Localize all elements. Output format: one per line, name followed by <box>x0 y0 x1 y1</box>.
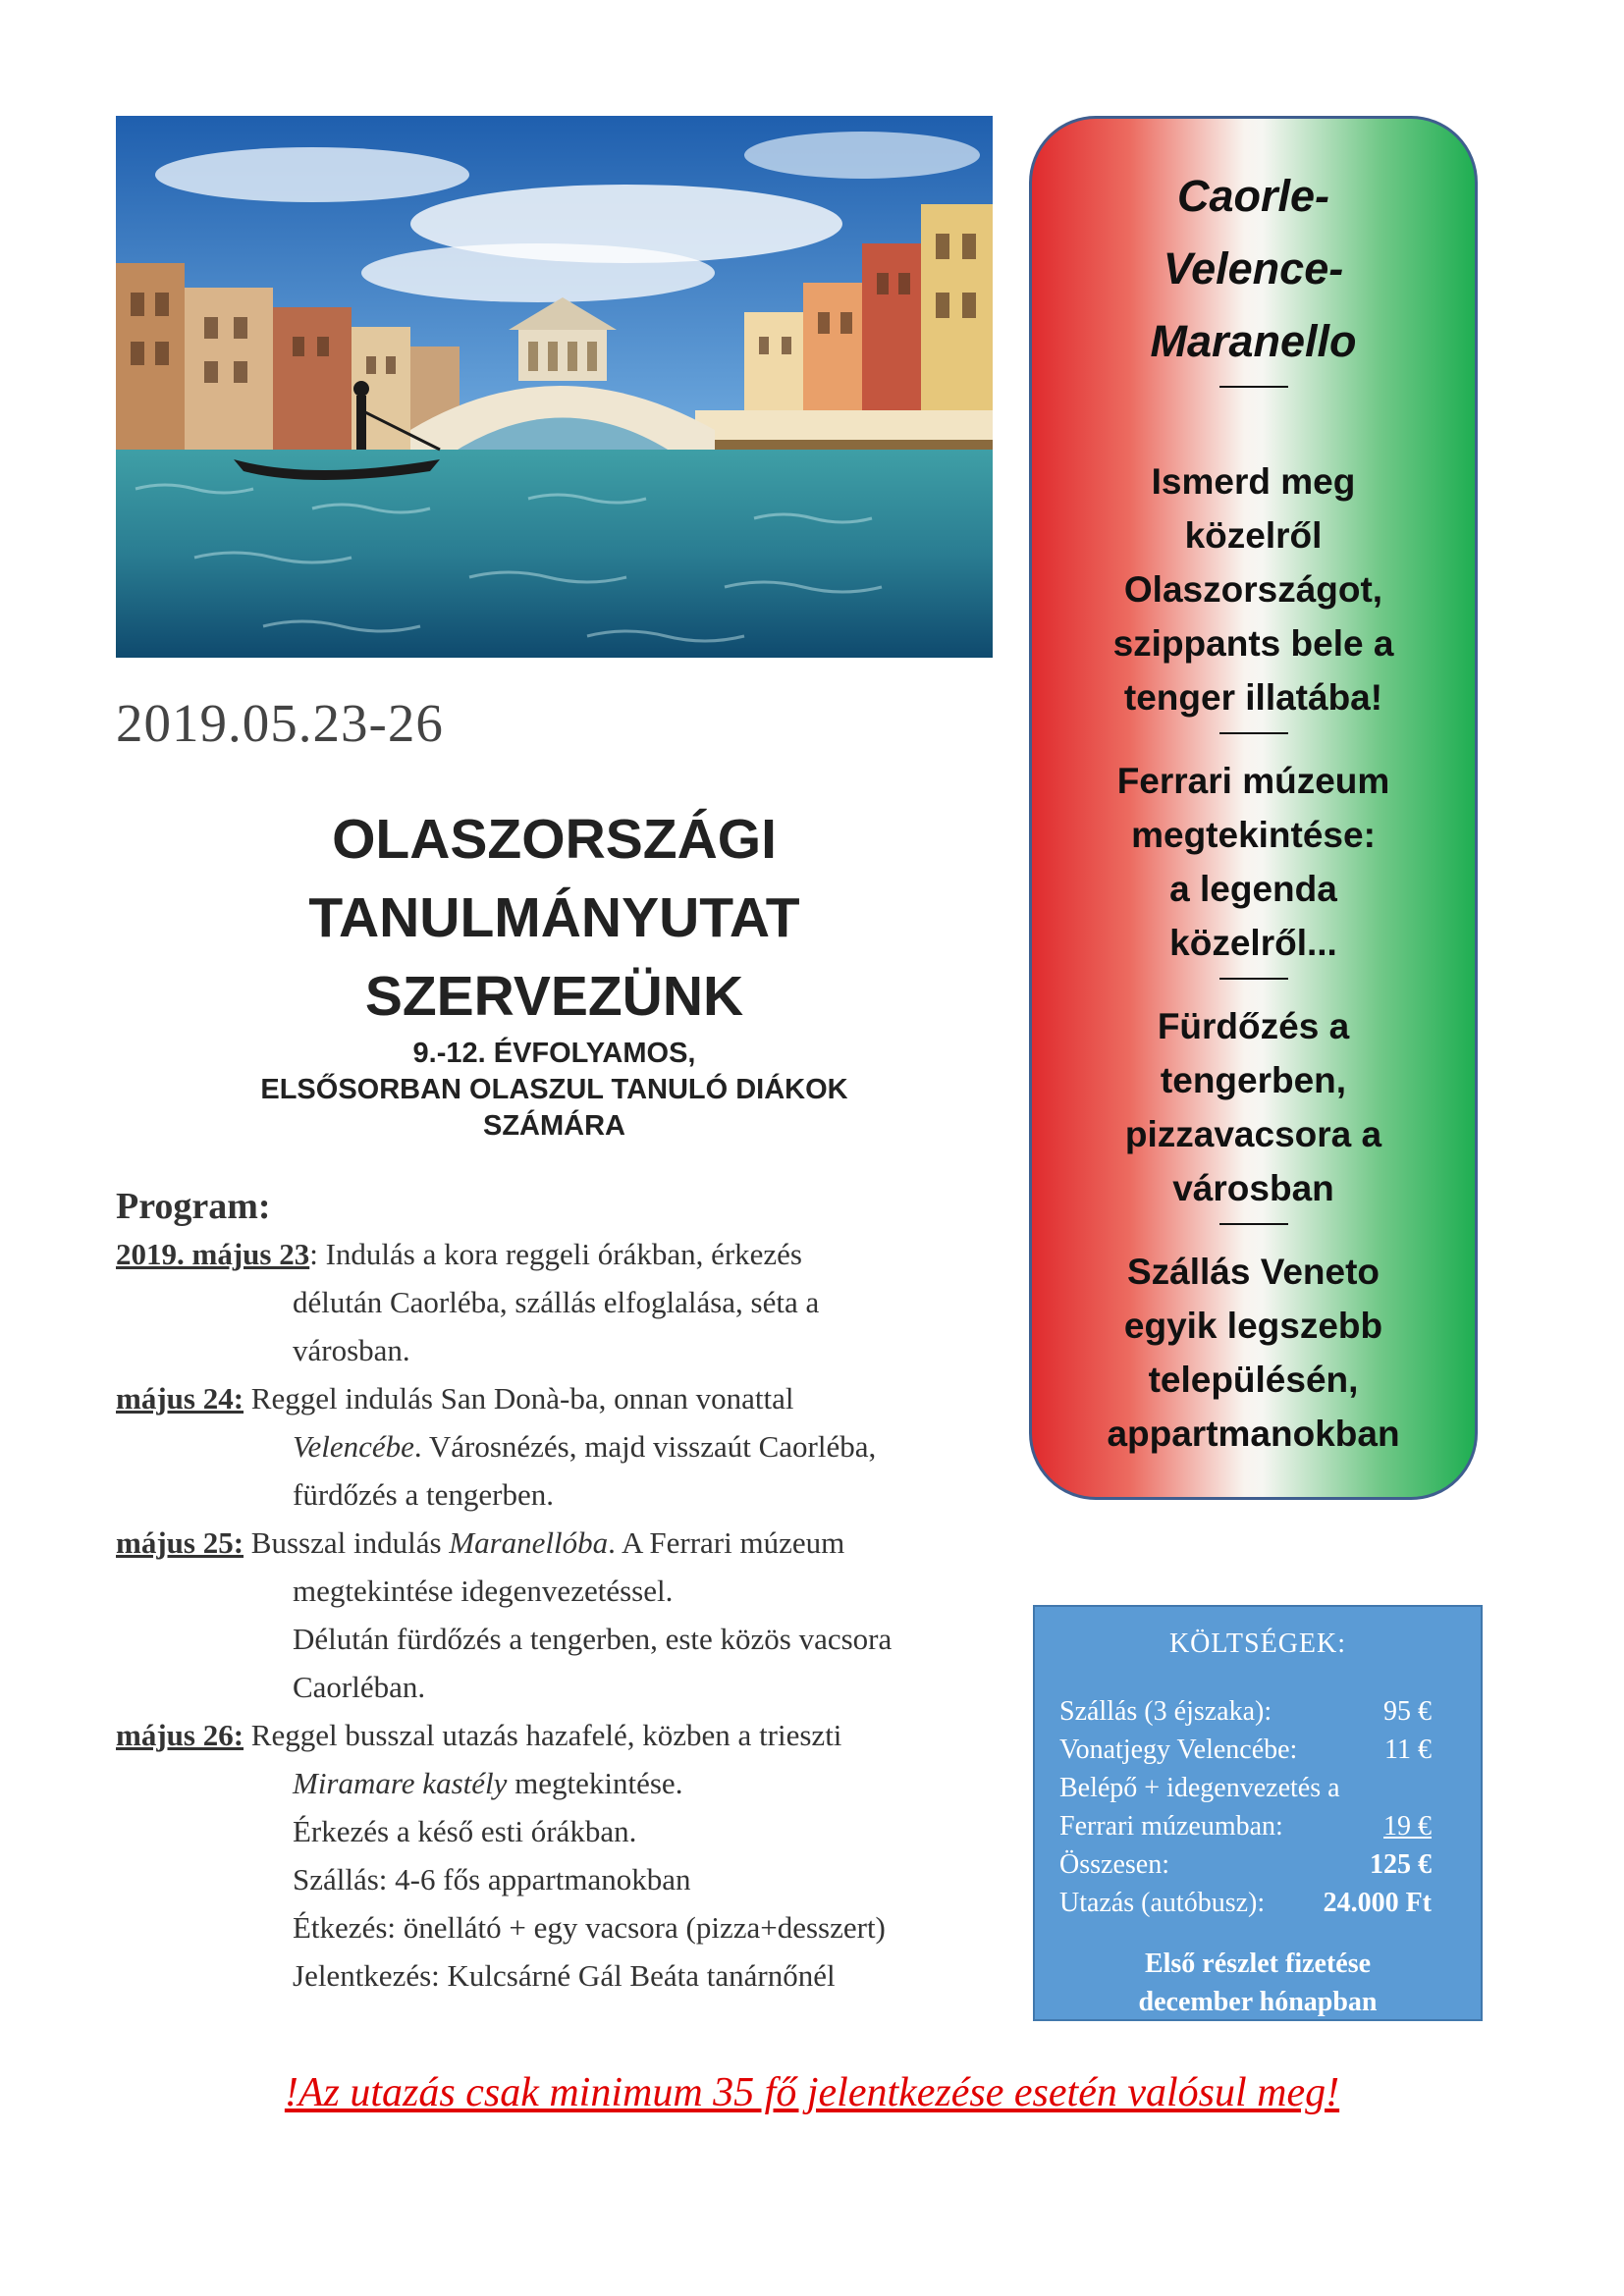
program-day-4-first-line <box>116 1711 996 1759</box>
minimum-participants-warning <box>0 2069 1624 2116</box>
flag-p1-line-3: Olaszországot, <box>1123 569 1383 610</box>
program-day-2-cont-text: . Városnézés, majd visszaút Caorléba, <box>413 1429 877 1464</box>
program-day-4-label: május 26: <box>116 1718 244 1752</box>
cost-row <box>1035 1769 1481 1807</box>
subheadline-line-1: 9.-12. ÉVFOLYAMOS, <box>412 1038 696 1069</box>
headline-line-2: TANULMÁNYUTAT <box>308 886 800 949</box>
flag-p4-line-3: településén, <box>1148 1360 1359 1400</box>
program-day-1-cont-2: városban. <box>293 1333 410 1367</box>
cost-row <box>1035 1731 1481 1769</box>
flag-p4-line-1: Szállás Veneto <box>1126 1252 1380 1292</box>
cost-label: Belépő + idegenvezetés a <box>1059 1773 1340 1803</box>
costs-box <box>1033 1605 1483 2021</box>
miramare-italic: Miramare kastély <box>293 1766 508 1800</box>
flag-p4-line-2: egyik legszebb <box>1123 1306 1383 1346</box>
flag-p3-line-3: pizzavacsora a <box>1124 1114 1382 1154</box>
program-day-3-cont-2: Délután fürdőzés a tengerben, este közös vacsora <box>293 1622 893 1656</box>
subheadline-line-3: SZÁMÁRA <box>483 1110 625 1142</box>
maranello-italic: Maranellóba <box>449 1525 609 1560</box>
program-day-4-cont-1 <box>116 1759 996 1807</box>
program-day-3-first-line <box>116 1519 996 1567</box>
flag-title-line-1: Caorle- <box>1176 171 1330 221</box>
flag-p2-line-3: a legenda <box>1169 869 1337 909</box>
program-day-3-cont-3: Caorléban. <box>293 1670 426 1704</box>
program-day-4-cont-2: Érkezés a késő esti órákban. <box>293 1814 637 1848</box>
velence-italic: Velencébe <box>293 1429 414 1464</box>
costs-title: KÖLTSÉGEK: <box>1168 1629 1347 1659</box>
payment-note-line-2: december hónapban <box>1138 1987 1378 2017</box>
flag-p3-line-2: tengerben, <box>1160 1060 1347 1100</box>
divider <box>1219 1223 1288 1225</box>
program-day-4-cont-3: Szállás: 4-6 fős appartmanokban <box>293 1862 691 1896</box>
headline-line-1: OLASZORSZÁGI <box>332 808 777 871</box>
flag-p1-line-4: szippants bele a <box>1112 623 1394 664</box>
program-day-3-label: május 25: <box>116 1525 244 1560</box>
flag-paragraph-3 <box>1032 999 1475 1215</box>
program-day-3-cont-1: megtekintése idegenvezetéssel. <box>293 1574 674 1608</box>
flag-title-line-3: Maranello <box>1150 316 1357 366</box>
program-day-3-post: . A Ferrari múzeum <box>608 1525 845 1560</box>
flag-paragraph-2 <box>1032 754 1475 970</box>
program-day-1-label: 2019. május 23 <box>116 1237 310 1271</box>
trip-date: 2019.05.23-26 <box>116 693 444 753</box>
venice-rialto-photo <box>116 116 993 658</box>
flag-p3-line-4: városban <box>1172 1168 1334 1208</box>
cost-row-total <box>1035 1845 1481 1884</box>
program-list <box>116 1230 996 2000</box>
cost-label: Összesen: <box>1059 1849 1169 1880</box>
program-day-1 <box>116 1230 996 1374</box>
headline <box>116 800 993 1145</box>
program-day-2-first-line <box>116 1374 996 1422</box>
program-day-3 <box>116 1519 996 1711</box>
program-day-3-pre: Busszal indulás <box>244 1525 450 1560</box>
divider <box>1219 386 1288 388</box>
program-day-2-label: május 24: <box>116 1381 244 1415</box>
cost-row-bus <box>1035 1884 1481 1922</box>
flag-p1-line-5: tenger illatába! <box>1123 677 1383 718</box>
flag-p4-line-4: appartmanokban <box>1107 1414 1400 1454</box>
flag-paragraph-4 <box>1032 1245 1475 1461</box>
program-day-4-text: Reggel busszal utazás hazafelé, közben a trieszti <box>244 1718 842 1752</box>
subheadline-line-2: ELSŐSORBAN OLASZUL TANULÓ DIÁKOK <box>260 1074 848 1105</box>
flag-title-line-2: Velence- <box>1163 243 1344 294</box>
program-day-4-cont-text: megtekintése. <box>507 1766 683 1800</box>
cost-label: Utazás (autóbusz): <box>1059 1888 1266 1918</box>
cost-row <box>1035 1692 1481 1731</box>
program-day-2-cont-1 <box>116 1422 996 1470</box>
cost-amount: 19 € <box>1383 1811 1432 1842</box>
cost-label: Ferrari múzeumban: <box>1059 1811 1283 1842</box>
program-day-2 <box>116 1374 996 1519</box>
program-day-4 <box>116 1711 996 2000</box>
cost-row <box>1035 1807 1481 1845</box>
program-day-1-first-line <box>116 1230 996 1278</box>
program-day-2-cont-2: fürdőzés a tengerben. <box>293 1477 554 1512</box>
italian-flag-panel <box>1029 116 1478 1500</box>
cost-amount-total: 125 € <box>1370 1849 1432 1880</box>
payment-note <box>1035 1945 1481 2021</box>
cost-amount: 95 € <box>1383 1696 1432 1727</box>
cost-label: Vonatjegy Velencébe: <box>1059 1735 1298 1765</box>
venice-illustration <box>116 116 993 658</box>
program-title: Program: <box>116 1186 271 1227</box>
footer-text: !Az utazás csak minimum 35 fő jelentkezése esetén valósul meg! <box>284 2070 1340 2115</box>
flag-p2-line-1: Ferrari múzeum <box>1116 761 1390 801</box>
cost-amount: 11 € <box>1384 1735 1432 1765</box>
flag-paragraph-1 <box>1032 454 1475 724</box>
flag-p1-line-1: Ismerd meg <box>1151 461 1356 502</box>
program-day-2-text: Reggel indulás San Donà-ba, onnan vonattal <box>244 1381 794 1415</box>
payment-note-line-1: Első részlet fizetése <box>1144 1949 1372 1979</box>
headline-line-3: SZERVEZÜNK <box>364 965 744 1028</box>
cost-amount-bus: 24.000 Ft <box>1323 1888 1432 1918</box>
divider <box>1219 978 1288 980</box>
flag-p1-line-2: közelről <box>1184 515 1323 556</box>
program-day-1-cont-1: délután Caorléba, szállás elfoglalása, séta a <box>293 1285 820 1319</box>
program-day-4-cont-4: Étkezés: önellátó + egy vacsora (pizza+desszert) <box>293 1910 886 1945</box>
program-day-1-text: : Indulás a kora reggeli órákban, érkezés <box>309 1237 803 1271</box>
divider <box>1219 732 1288 734</box>
program-day-4-cont-5: Jelentkezés: Kulcsárné Gál Beáta tanárnőnél <box>293 1958 836 1993</box>
flag-title <box>1032 160 1475 378</box>
flag-p2-line-4: közelről... <box>1169 923 1337 963</box>
cost-label: Szállás (3 éjszaka): <box>1059 1696 1272 1727</box>
flag-p3-line-1: Fürdőzés a <box>1157 1006 1350 1046</box>
flag-p2-line-2: megtekintése: <box>1131 815 1376 855</box>
